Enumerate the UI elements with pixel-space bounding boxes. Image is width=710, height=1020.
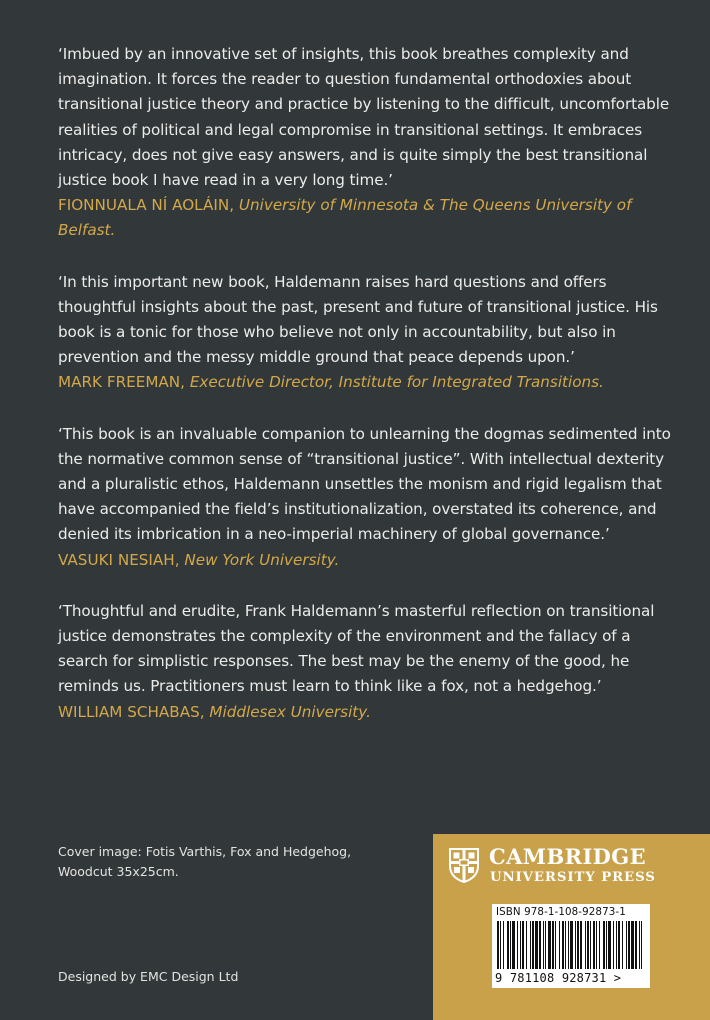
barcode-bar [599, 921, 600, 969]
barcode-bar [497, 921, 499, 969]
barcode-bar [596, 921, 597, 969]
quote-author: FIONNUALA NÍ AOLÁIN, [58, 196, 235, 215]
designer-credit: Designed by EMC Design Ltd [58, 969, 239, 984]
barcode-bar [535, 921, 538, 969]
barcode-bar [526, 921, 527, 969]
barcode-bar [618, 921, 620, 969]
barcode-bar [608, 921, 611, 969]
quote-author: MARK FREEMAN, [58, 373, 185, 392]
endorsements [58, 42, 678, 751]
endorsement-2 [58, 270, 678, 396]
endorsement-4 [58, 599, 678, 725]
barcode-bar [606, 921, 607, 969]
barcode-bar [510, 921, 511, 969]
barcode-bar [639, 921, 640, 969]
barcode-bar [539, 921, 541, 969]
quote-attribution [58, 700, 678, 725]
barcode-bar [575, 921, 576, 969]
isbn-label: ISBN 978-1-108-92873-1 [496, 906, 626, 918]
quote-text: ‘Imbued by an innovative set of insights, this book breathes complexity and imagination. It forces the reader to question fundamental orthodoxies about transitional justice theory and practice by listening to the difficult, uncomfortable realities of political and legal compromise in transitional settings. It embraces intricacy, does not give easy answers, and is quite simply the best transitional justice book I have read in a very long time.’ [58, 45, 670, 190]
barcode-bar [565, 921, 566, 969]
barcode-bar [628, 921, 630, 969]
barcode-bar [512, 921, 515, 969]
barcode-bar [616, 921, 617, 969]
barcode-bar [552, 921, 554, 969]
barcode-bar [568, 921, 569, 969]
barcode-bar [522, 921, 524, 969]
quote-text: ‘Thoughtful and erudite, Frank Haldemann’s masterful reflection on transitional justice demonstrates the complexity of the environment and the fallacy of a search for simplistic responses. The best may be the enemy of the good, he reminds us. Practitioners must learn to think like a fox, not a hedgehog.’ [58, 601, 655, 696]
barcode-bar [562, 921, 564, 969]
barcode-bar [577, 921, 579, 969]
publisher-name: CAMBRIDGE [489, 844, 647, 869]
cover-credit-line-2: Woodcut 35x25cm. [58, 864, 179, 879]
barcode-bar [559, 921, 560, 969]
barcode-bar [622, 921, 623, 969]
barcode-bar [593, 921, 595, 969]
endorsement-1 [58, 42, 678, 244]
barcode-bar [507, 921, 509, 969]
barcode-bar [503, 921, 504, 969]
barcode-bar [590, 921, 591, 969]
barcode-digits: 9 781108 928731 > [495, 971, 622, 985]
quote-author: VASUKI NESIAH, [58, 550, 180, 569]
barcode-bar [626, 921, 627, 969]
quote-affiliation: University of Minnesota & The Queens University of Belfast. [58, 196, 632, 240]
barcode-bar [613, 921, 614, 969]
barcode-bar [530, 921, 531, 969]
quote-affiliation: New York University. [184, 550, 340, 569]
barcode-bar [585, 921, 586, 969]
publisher-panel [433, 834, 710, 1020]
barcode-bar [603, 921, 605, 969]
barcode-bar [587, 921, 589, 969]
barcode-bar [580, 921, 582, 969]
barcode-bars [495, 921, 647, 971]
endorsement-3 [58, 422, 678, 573]
barcode-bar [548, 921, 551, 969]
barcode-bar [635, 921, 637, 969]
barcode-bar [555, 921, 556, 969]
barcode-bar [517, 921, 518, 969]
cover-credit-line-1: Cover image: Fotis Varthis, Fox and Hedgehog, [58, 844, 352, 859]
barcode-bar [500, 921, 501, 969]
quote-author: WILLIAM SCHABAS, [58, 702, 205, 721]
quote-attribution [58, 193, 678, 243]
quote-affiliation: Executive Director, Institute for Integrated Transitions. [189, 373, 604, 392]
publisher-subtitle: UNIVERSITY PRESS [490, 870, 656, 885]
isbn-barcode [492, 904, 650, 988]
barcode-bar [543, 921, 544, 969]
barcode-bar [545, 921, 546, 969]
quote-text: ‘This book is an invaluable companion to unlearning the dogmas sedimented into the normative common sense of “transitional justice”. With intellectual dexterity and a pluralistic ethos, Haldemann unsettles the monism and rigid legalism that have accompanied the field’s institutionalization, overstated its coherence, and denied its imbrication in a neo-imperial machinery of global governance.’ [58, 424, 671, 544]
barcode-bar [520, 921, 521, 969]
barcode-bar [570, 921, 573, 969]
quote-affiliation: Middlesex University. [209, 702, 371, 721]
quote-attribution [58, 548, 678, 573]
barcode-bar [532, 921, 534, 969]
barcode-bar [641, 921, 642, 969]
university-crest-icon [447, 846, 481, 884]
barcode-bar [631, 921, 634, 969]
quote-text: ‘In this important new book, Haldemann raises hard questions and offers thoughtful insights about the past, present and future of transitional justice. His book is a tonic for those who believe not only in accountability, but also in prevention and the messy middle ground that peace depends upon.’ [58, 272, 658, 367]
quote-attribution [58, 370, 678, 395]
cover-image-credit [58, 842, 378, 882]
